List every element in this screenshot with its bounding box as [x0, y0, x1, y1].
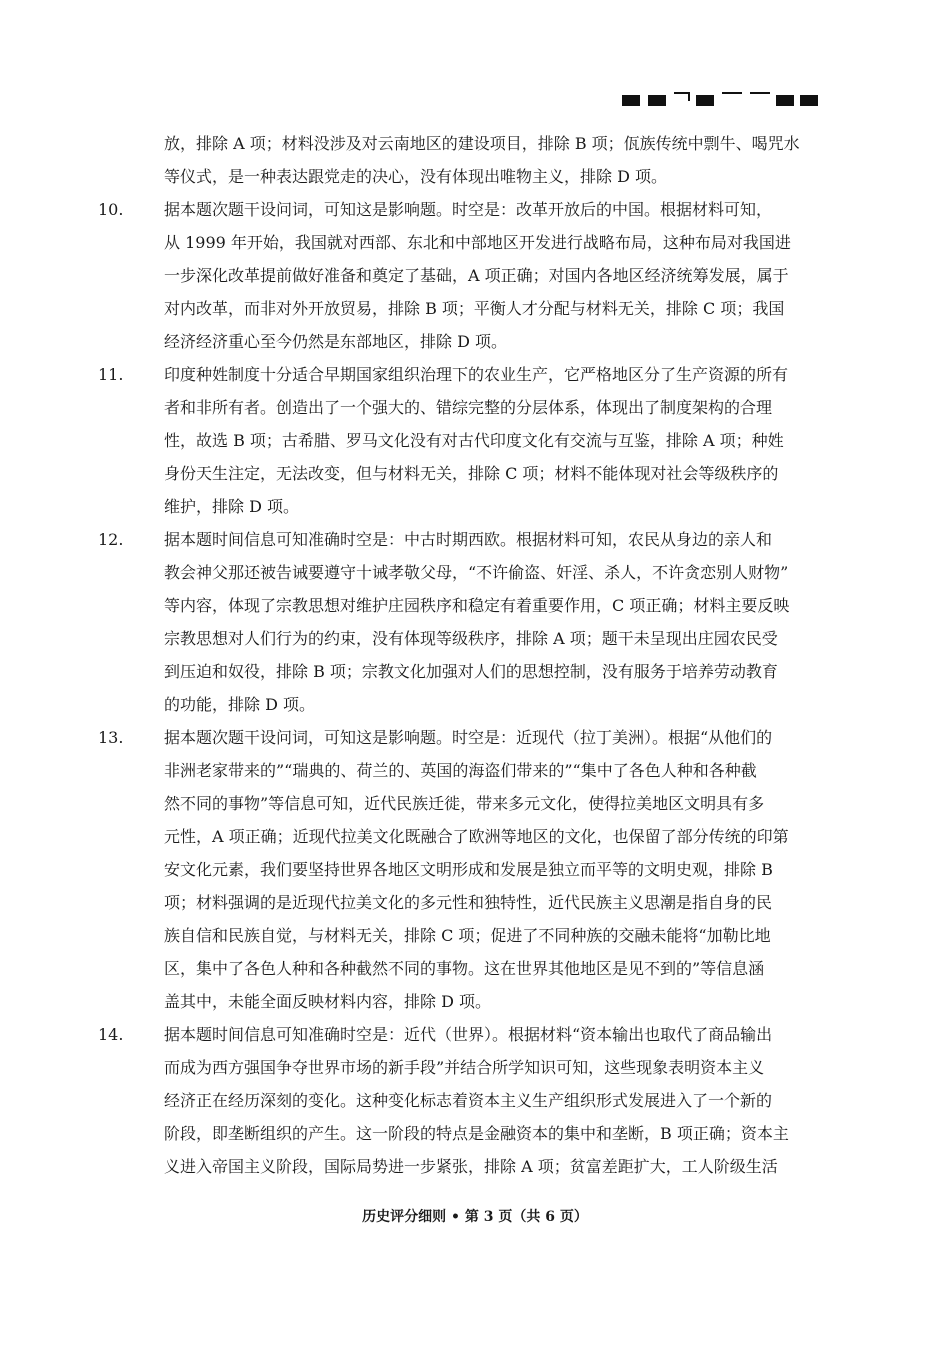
text-line: 而成为西方强国争夺世界市场的新手段”并结合所学知识可知，这些现象表明资本主义: [164, 1058, 765, 1077]
item-number: 14.: [98, 1025, 124, 1044]
item-number: 12.: [98, 530, 124, 549]
text-line: 盖其中，未能全面反映材料内容，排除 D 项。: [164, 992, 492, 1011]
text-line: 项；材料强调的是近现代拉美文化的多元性和独特性，近代民族主义思潮是指自身的民: [164, 893, 773, 912]
text-line: 据本题时间信息可知准确时空是：中古时期西欧。根据材料可知，农民从身边的亲人和: [164, 530, 773, 549]
answer-item-10: [98, 193, 818, 358]
text-line: 然不同的事物”等信息可知，近代民族迁徙，带来多元文化，使得拉美地区文明具有多: [164, 794, 765, 813]
text-line: 据本题次题干设问词，可知这是影响题。时空是：近现代（拉丁美洲）。根据“从他们的: [164, 728, 773, 747]
text-line: 等仪式，是一种表达跟党走的决心，没有体现出唯物主义，排除 D 项。: [164, 167, 668, 186]
text-line: 性，故选 B 项；古希腊、罗马文化没有对古代印度文化有交流与互鉴，排除 A 项；种姓: [164, 431, 784, 450]
text-line: 到压迫和奴役，排除 B 项；宗教文化加强对人们的思想控制，没有服务于培养劳动教育: [164, 662, 778, 681]
answer-item-12: [98, 523, 818, 721]
text-line: 据本题时间信息可知准确时空是：近代（世界）。根据材料“资本输出也取代了商品输出: [164, 1025, 773, 1044]
text-line: 印度种姓制度十分适合早期国家组织治理下的农业生产，它严格地区分了生产资源的所有: [164, 365, 789, 384]
text-line: 据本题次题干设问词，可知这是影响题。时空是：改革开放后的中国。根据材料可知，: [164, 200, 773, 219]
text-line: 等内容，体现了宗教思想对维护庄园秩序和稳定有着重要作用，C 项正确；材料主要反映: [164, 596, 790, 615]
text-line: 族自信和民族自觉，与材料无关，排除 C 项；促进了不同种族的交融未能将“加勒比地: [164, 926, 771, 945]
text-line: 从 1999 年开始，我国就对西部、东北和中部地区开发进行战略布局，这种布局对我国进: [164, 233, 791, 252]
text-line: 义进入帝国主义阶段，国际局势进一步紧张，排除 A 项；贫富差距扩大，工人阶级生活: [164, 1157, 778, 1176]
page-footer: 历史评分细则 • 第 3 页（共 6 页）: [362, 1209, 588, 1225]
text-line: 宗教思想对人们行为的约束，没有体现等级秩序，排除 A 项；题干未呈现出庄园农民受: [164, 629, 778, 648]
text-line: 放，排除 A 项；材料没涉及对云南地区的建设项目，排除 B 项；佤族传统中剽牛、喝咒水: [164, 134, 800, 153]
answer-explanations: [98, 127, 818, 1183]
text-line: 者和非所有者。创造出了一个强大的、错综完整的分层体系，体现出了制度架构的合理: [164, 398, 773, 417]
item-number: 11.: [98, 365, 124, 384]
text-line: 非洲老家带来的”“瑞典的、荷兰的、英国的海盗们带来的”“集中了各色人种和各种截: [164, 761, 757, 780]
item-number: 13.: [98, 728, 124, 747]
answer-item-11: [98, 358, 818, 523]
text-line: 安文化元素，我们要坚持世界各地区文明形成和发展是独立而平等的文明史观，排除 B: [164, 860, 773, 879]
answer-item-13: [98, 721, 818, 1018]
text-line: 经济正在经历深刻的变化。这种变化标志着资本主义生产组织形式发展进入了一个新的: [164, 1091, 773, 1110]
text-line: 教会神父那还被告诫要遵守十诫孝敬父母，“不许偷盗、奸淫、杀人，不许贪恋别人财物”: [164, 563, 789, 582]
text-line: 维护，排除 D 项。: [164, 497, 300, 516]
text-line: 的功能，排除 D 项。: [164, 695, 316, 714]
text-line: 元性，A 项正确；近现代拉美文化既融合了欧洲等地区的文化，也保留了部分传统的印第: [164, 827, 789, 846]
text-line: 阶段，即垄断组织的产生。这一阶段的特点是金融资本的集中和垄断，B 项正确；资本主: [164, 1124, 789, 1143]
print-registration-marks: [622, 92, 822, 108]
text-line: 区，集中了各色人种和各种截然不同的事物。这在世界其他地区是见不到的”等信息涵: [164, 959, 765, 978]
item-number: 10.: [98, 200, 124, 219]
text-line: 对内改革，而非对外开放贸易，排除 B 项；平衡人才分配与材料无关，排除 C 项；我国: [164, 299, 785, 318]
continued-paragraph: [128, 127, 818, 193]
text-line: 一步深化改革提前做好准备和奠定了基础，A 项正确；对国内各地区经济统筹发展，属于: [164, 266, 789, 285]
answer-item-14: [98, 1018, 818, 1183]
text-line: 身份天生注定，无法改变，但与材料无关，排除 C 项；材料不能体现对社会等级秩序的: [164, 464, 779, 483]
text-line: 经济经济重心至今仍然是东部地区，排除 D 项。: [164, 332, 508, 351]
